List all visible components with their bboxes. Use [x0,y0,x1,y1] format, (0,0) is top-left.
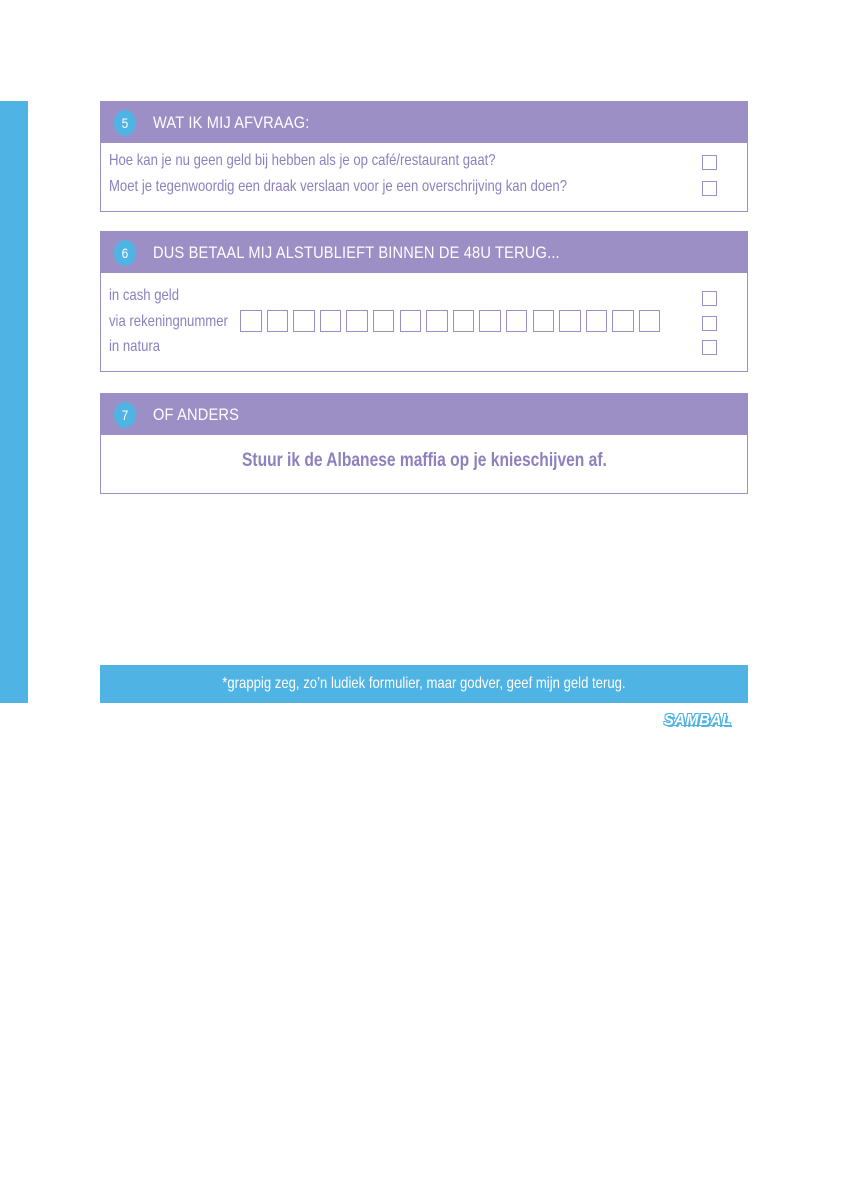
section-number: 6 [114,240,136,266]
section-number: 7 [114,402,136,428]
section-header [101,232,747,273]
account-digit-box[interactable] [293,310,315,332]
checkbox-question-2[interactable] [702,181,717,196]
account-digit-box[interactable] [426,310,448,332]
account-digit-box[interactable] [533,310,555,332]
section-payment [100,231,748,372]
sambal-logo: SAMBAL [663,712,732,729]
checkbox-question-1[interactable] [702,155,717,170]
threat-text-label: Stuur ik de Albanese maffia op je knieschijven af. [241,450,607,471]
account-digit-box[interactable] [506,310,528,332]
section-header [101,102,747,143]
section-number: 5 [114,110,136,136]
account-digit-box[interactable] [267,310,289,332]
checkbox-cash[interactable] [702,291,717,306]
option-cash: in cash geld [109,287,180,304]
checkbox-natura[interactable] [702,340,717,355]
account-number-input[interactable] [240,310,666,332]
section-title: OF ANDERS [153,404,240,424]
question-line-2: Moet je tegenwoordig een draak verslaan voor je een overschrijving kan doen? [109,178,568,195]
account-digit-box[interactable] [400,310,422,332]
account-digit-box[interactable] [320,310,342,332]
option-natura: in natura [109,338,161,355]
side-accent-bar [0,101,28,703]
account-digit-box[interactable] [373,310,395,332]
section-or-else [100,393,748,494]
account-digit-box[interactable] [453,310,475,332]
question-line-1: Hoe kan je nu geen geld bij hebben als je op café/restaurant gaat? [109,152,496,169]
footer-note: *grappig zeg, zo’n ludiek formulier, maar godver, geef mijn geld terug. [222,675,626,692]
account-digit-box[interactable] [586,310,608,332]
threat-text [101,450,747,472]
account-digit-box[interactable] [612,310,634,332]
account-digit-box[interactable] [639,310,661,332]
section-questions [100,101,748,212]
footer-note-bar [100,665,748,703]
account-digit-box[interactable] [479,310,501,332]
account-digit-box[interactable] [240,310,262,332]
checkbox-account[interactable] [702,316,717,331]
section-header [101,394,747,435]
option-account: via rekeningnummer [109,313,228,330]
account-digit-box[interactable] [346,310,368,332]
section-title: WAT IK MIJ AFVRAAG: [153,112,310,132]
account-digit-box[interactable] [559,310,581,332]
section-title: DUS BETAAL MIJ ALSTUBLIEFT BINNEN DE 48U TERUG... [153,242,560,262]
